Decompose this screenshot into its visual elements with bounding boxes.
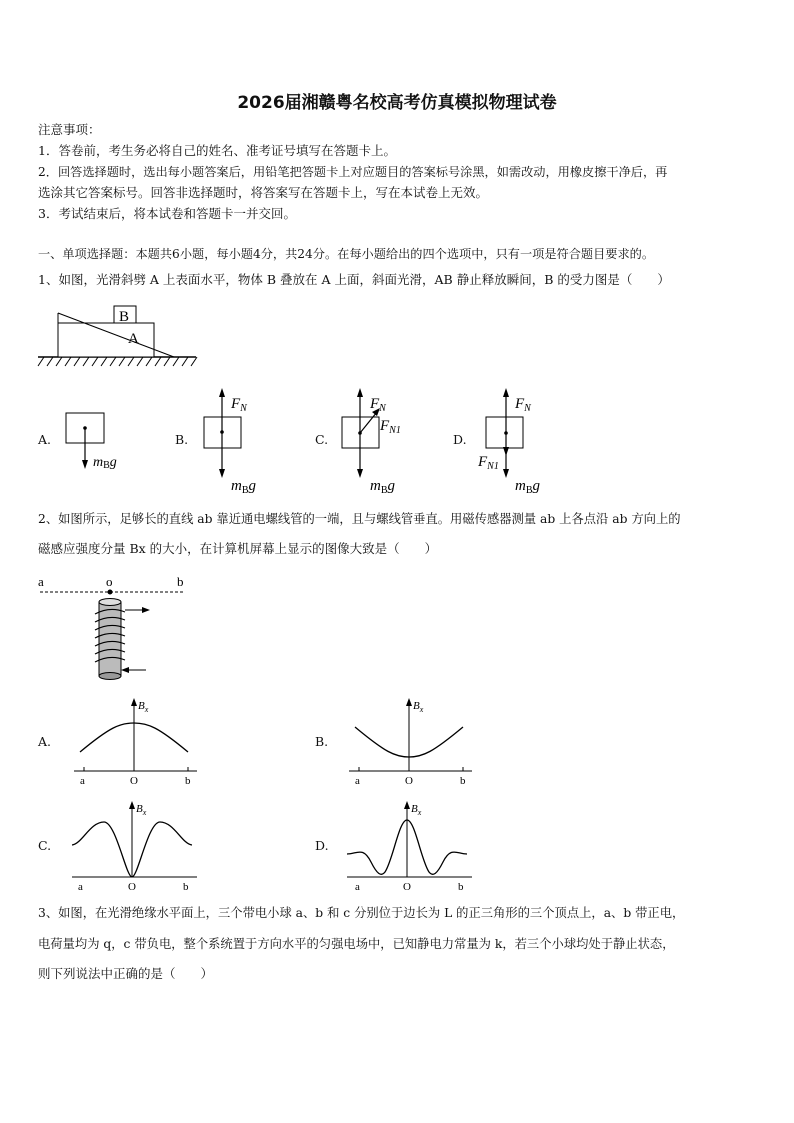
question-3-text-line3: 则下列说法中正确的是（ ）: [38, 966, 214, 981]
q2-option-b-graph[interactable]: [345, 697, 475, 787]
svg-text:mBg: $m_Bg$: [370, 478, 396, 496]
q2-solenoid-figure: [36, 572, 196, 684]
label-block-b: B: [119, 309, 130, 325]
q2-option-c-label[interactable]: C.: [38, 838, 52, 853]
svg-text:FN: $F_N$: [231, 396, 247, 414]
svg-text:O: O: [403, 881, 411, 893]
q1-option-c-label[interactable]: C.: [315, 432, 329, 447]
svg-text:O: O: [405, 775, 413, 787]
notice-item: 选涂其它答案标号。回答非选择题时，将答案写在答题卡上，写在本试卷上无效。: [38, 185, 489, 200]
svg-text:O: O: [130, 775, 138, 787]
q1-option-a-diagram[interactable]: [60, 405, 140, 480]
q2-option-d-graph[interactable]: [343, 800, 475, 892]
svg-text:b: b: [185, 775, 191, 787]
question-3-text-line2: 电荷量均为 q，c 带负电，整个系统置于方向水平的匀强电场中，已知静电力常量为 k，若三个小球均处于静止状态，: [38, 937, 675, 951]
svg-text:b: b: [460, 775, 466, 787]
label-block-a: A: [128, 331, 139, 347]
svg-text:a: a: [355, 881, 360, 893]
q2-option-a-graph[interactable]: [70, 697, 200, 787]
q1-option-b-diagram[interactable]: [195, 388, 285, 496]
question-2-text-line1: 2、如图所示，足够长的直线 ab 靠近通电螺线管的一端，且与螺线管垂直。用磁传感器测量 ab 上各点沿 ab 方向上的: [38, 512, 681, 526]
question-3-text-line1: 3、如图，在光滑绝缘水平面上，三个带电小球 a、b 和 c 分别位于边长为 L 的正三角形的三个顶点上，a、b 带正电，: [38, 906, 685, 920]
q2-option-c-graph[interactable]: [68, 800, 200, 892]
block-a: [58, 323, 154, 357]
svg-text:Bx: $B_x$: [413, 700, 424, 714]
svg-text:Bx: $B_x$: [138, 700, 149, 714]
notice-item: 1．答卷前，考生务必将自己的姓名、准考证号填写在答题卡上。: [38, 143, 396, 158]
q2-option-a-label[interactable]: A.: [38, 734, 52, 749]
label-a: a: [38, 574, 44, 589]
svg-text:Bx: $B_x$: [411, 803, 422, 817]
q1-option-a-label[interactable]: A.: [38, 432, 52, 447]
svg-text:FN: $F_N$: [370, 396, 386, 414]
q2-option-d-label[interactable]: D.: [315, 838, 329, 853]
svg-text:b: b: [183, 881, 189, 893]
q1-option-d-diagram[interactable]: [475, 388, 575, 496]
svg-text:mBg: $m_Bg$: [231, 478, 257, 496]
q1-option-d-label[interactable]: D.: [453, 432, 467, 447]
q1-option-b-label[interactable]: B.: [175, 432, 189, 447]
svg-text:a: a: [80, 775, 85, 787]
q1-incline-figure: [36, 300, 201, 372]
svg-text:mBg: mBg: [93, 455, 117, 471]
svg-text:Bx: $B_x$: [136, 803, 147, 817]
label-b: b: [177, 574, 184, 589]
svg-text:O: O: [128, 881, 136, 893]
svg-text:a: a: [78, 881, 83, 893]
notice-item: 3．考试结束后，将本试卷和答题卡一并交回。: [38, 206, 296, 221]
notice-item: 2．回答选择题时，选出每小题答案后，用铅笔把答题卡上对应题目的答案标号涂黑，如需改动，用橡皮擦干净后，再: [38, 165, 668, 179]
svg-text:FN1: $F_{N1}$: [478, 454, 499, 472]
notice-heading: 注意事项：: [38, 122, 101, 137]
page-title: 2026届湘赣粤名校高考仿真模拟物理试卷: [237, 93, 557, 113]
q2-option-b-label[interactable]: B.: [315, 734, 329, 749]
question-1-text: 1、如图，光滑斜劈 A 上表面水平，物体 B 叠放在 A 上面，斜面光滑，AB 静止释放瞬间，B 的受力图是（ ）: [38, 272, 670, 287]
svg-text:b: b: [458, 881, 464, 893]
svg-text:mBg: $m_Bg$: [515, 478, 541, 496]
solenoid-core: [99, 602, 121, 676]
section-heading: 一、单项选择题：本题共6小题，每小题4分，共24分。在每小题给出的四个选项中，只有一项是符合题目要求的。: [38, 247, 655, 261]
q1-option-c-diagram[interactable]: [332, 388, 432, 496]
svg-text:FN: $F_N$: [515, 396, 531, 414]
label-o: o: [106, 574, 113, 589]
question-2-text-line2: 磁感应强度分量 Bx 的大小，在计算机屏幕上显示的图像大致是（ ）: [38, 541, 438, 556]
svg-text:a: a: [355, 775, 360, 787]
svg-text:FN1: $F_{N1}$: [380, 418, 401, 436]
